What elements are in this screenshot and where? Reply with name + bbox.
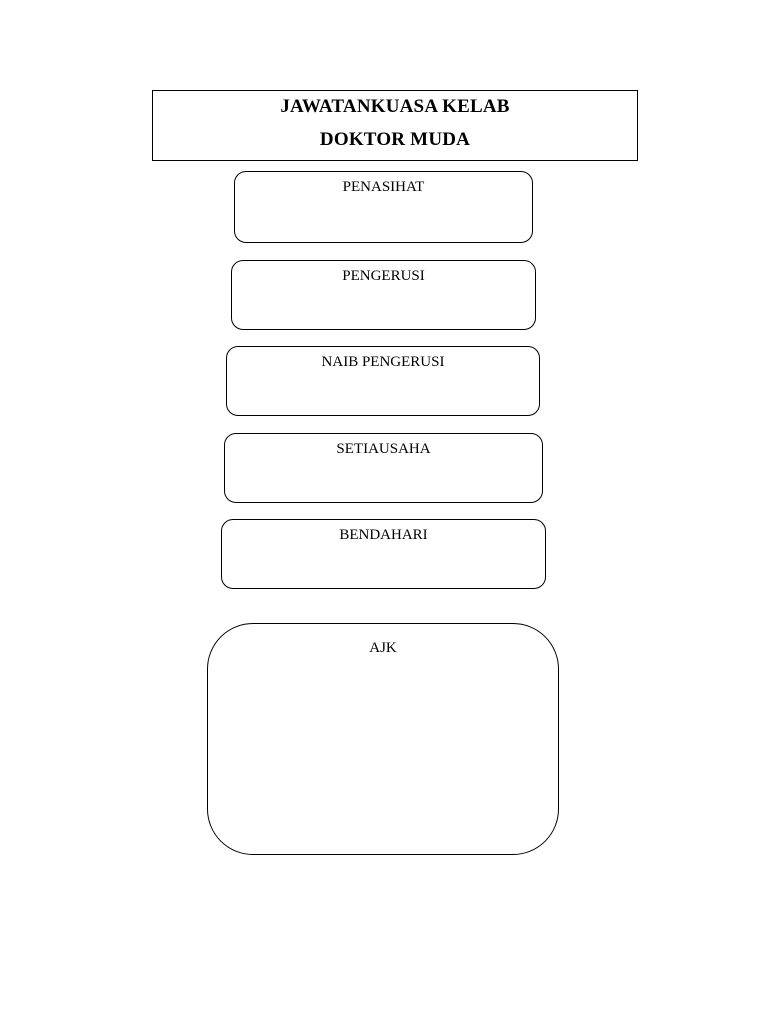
role-box-penasihat [234, 171, 533, 243]
title-box [152, 90, 638, 161]
role-box-naib-pengerusi [226, 346, 540, 416]
role-box-bendahari [221, 519, 546, 589]
role-label: BENDAHARI [339, 527, 428, 543]
role-label: SETIAUSAHA [336, 441, 431, 457]
role-box-pengerusi [231, 260, 536, 330]
title-line-1: JAWATANKUASA KELAB [280, 96, 510, 117]
title-line-2: DOKTOR MUDA [319, 129, 471, 150]
role-label: NAIB PENGERUSI [321, 354, 445, 370]
role-label: PENGERUSI [342, 268, 425, 284]
role-label: AJK [369, 640, 397, 656]
role-label: PENASIHAT [342, 179, 425, 195]
role-box-setiausaha [224, 433, 543, 503]
role-box-ajk [207, 623, 559, 855]
